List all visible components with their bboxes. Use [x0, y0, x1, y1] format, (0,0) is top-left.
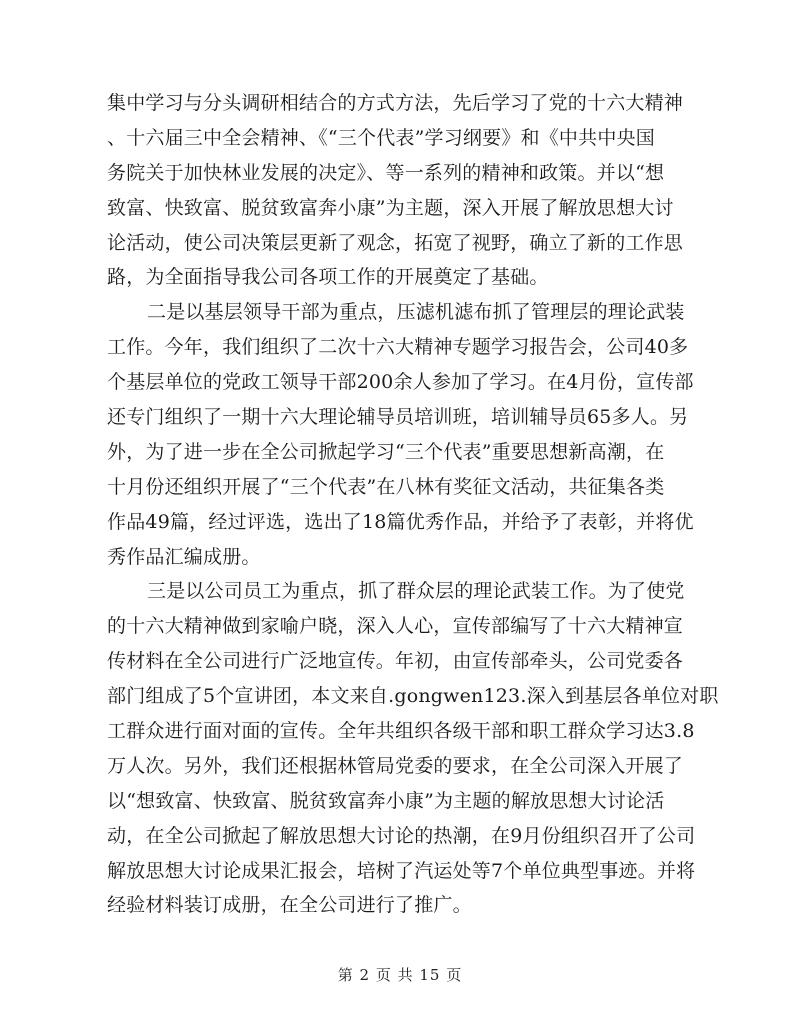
text-line: 论活动，使公司决策层更新了观念，拓宽了视野，确立了新的工作思	[107, 231, 684, 254]
text-line: 万人次。另外，我们还根据林管局党委的要求，在全公司深入开展了	[107, 754, 684, 777]
text-line: 外，为了进一步在全公司掀起学习“三个代表”重要思想新高潮，在	[107, 440, 665, 463]
text-line: 还专门组织了一期十六大理论辅导员培训班，培训辅导员65多人。另	[107, 406, 689, 429]
page-number-footer: 第 2 页 共 15 页	[337, 966, 463, 984]
text-line: 十月份还组织开展了“三个代表”在八林有奖征文活动，共征集各类	[107, 475, 665, 498]
text-line: 集中学习与分头调研相结合的方式方法，先后学习了党的十六大精神	[107, 92, 684, 114]
text-line: 以“想致富、快致富、脱贫致富奔小康”为主题的解放思想大讨论活	[107, 789, 665, 812]
text-line: 部门组成了5个宣讲团，本文来自.gongwen123.深入到基层各单位对职	[107, 685, 719, 708]
text-line: 作品49篇，经过评选，选出了18篇优秀作品，并给予了表彰，并将优	[107, 510, 694, 533]
text-line: 解放思想大讨论成果汇报会，培树了汽运处等7个单位典型事迹。并将	[107, 859, 696, 882]
text-line: 工作。今年，我们组织了二次十六大精神专题学习报告会，公司40多	[107, 336, 689, 359]
text-line: 传材料在全公司进行广泛地宣传。年初，由宣传部牵头，公司党委各	[107, 650, 684, 673]
text-line: 工群众进行面对面的宣传。全年共组织各级干部和职工群众学习达3.8	[107, 720, 695, 743]
text-line: 务院关于加快林业发展的决定》、等一系列的精神和政策。并以“想	[107, 161, 665, 184]
text-line: 动，在全公司掀起了解放思想大讨论的热潮，在9月份组织召开了公司	[107, 824, 696, 847]
text-line: 的十六大精神做到家喻户晓，深入人心，宣传部编写了十六大精神宣	[107, 615, 684, 638]
paragraph-start-line: 三是以公司员工为重点，抓了群众层的理论武装工作。为了使党	[147, 580, 685, 603]
text-line: 秀作品汇编成册。	[107, 545, 261, 568]
text-line: 经验材料装订成册，在全公司进行了推广。	[107, 894, 472, 917]
body-text	[107, 86, 719, 923]
text-line: 个基层单位的党政工领导干部200余人参加了学习。在4月份，宣传部	[107, 371, 694, 394]
paragraph-start-line: 二是以基层领导干部为重点，压滤机滤布抓了管理层的理论武装	[147, 301, 685, 324]
text-line: 、十六届三中全会精神、《“三个代表”学习纲要》和《中共中央国	[107, 126, 655, 149]
text-line: 路，为全面指导我公司各项工作的开展奠定了基础。	[107, 266, 549, 289]
text-line: 致富、快致富、脱贫致富奔小康”为主题，深入开展了解放思想大讨	[107, 196, 674, 219]
